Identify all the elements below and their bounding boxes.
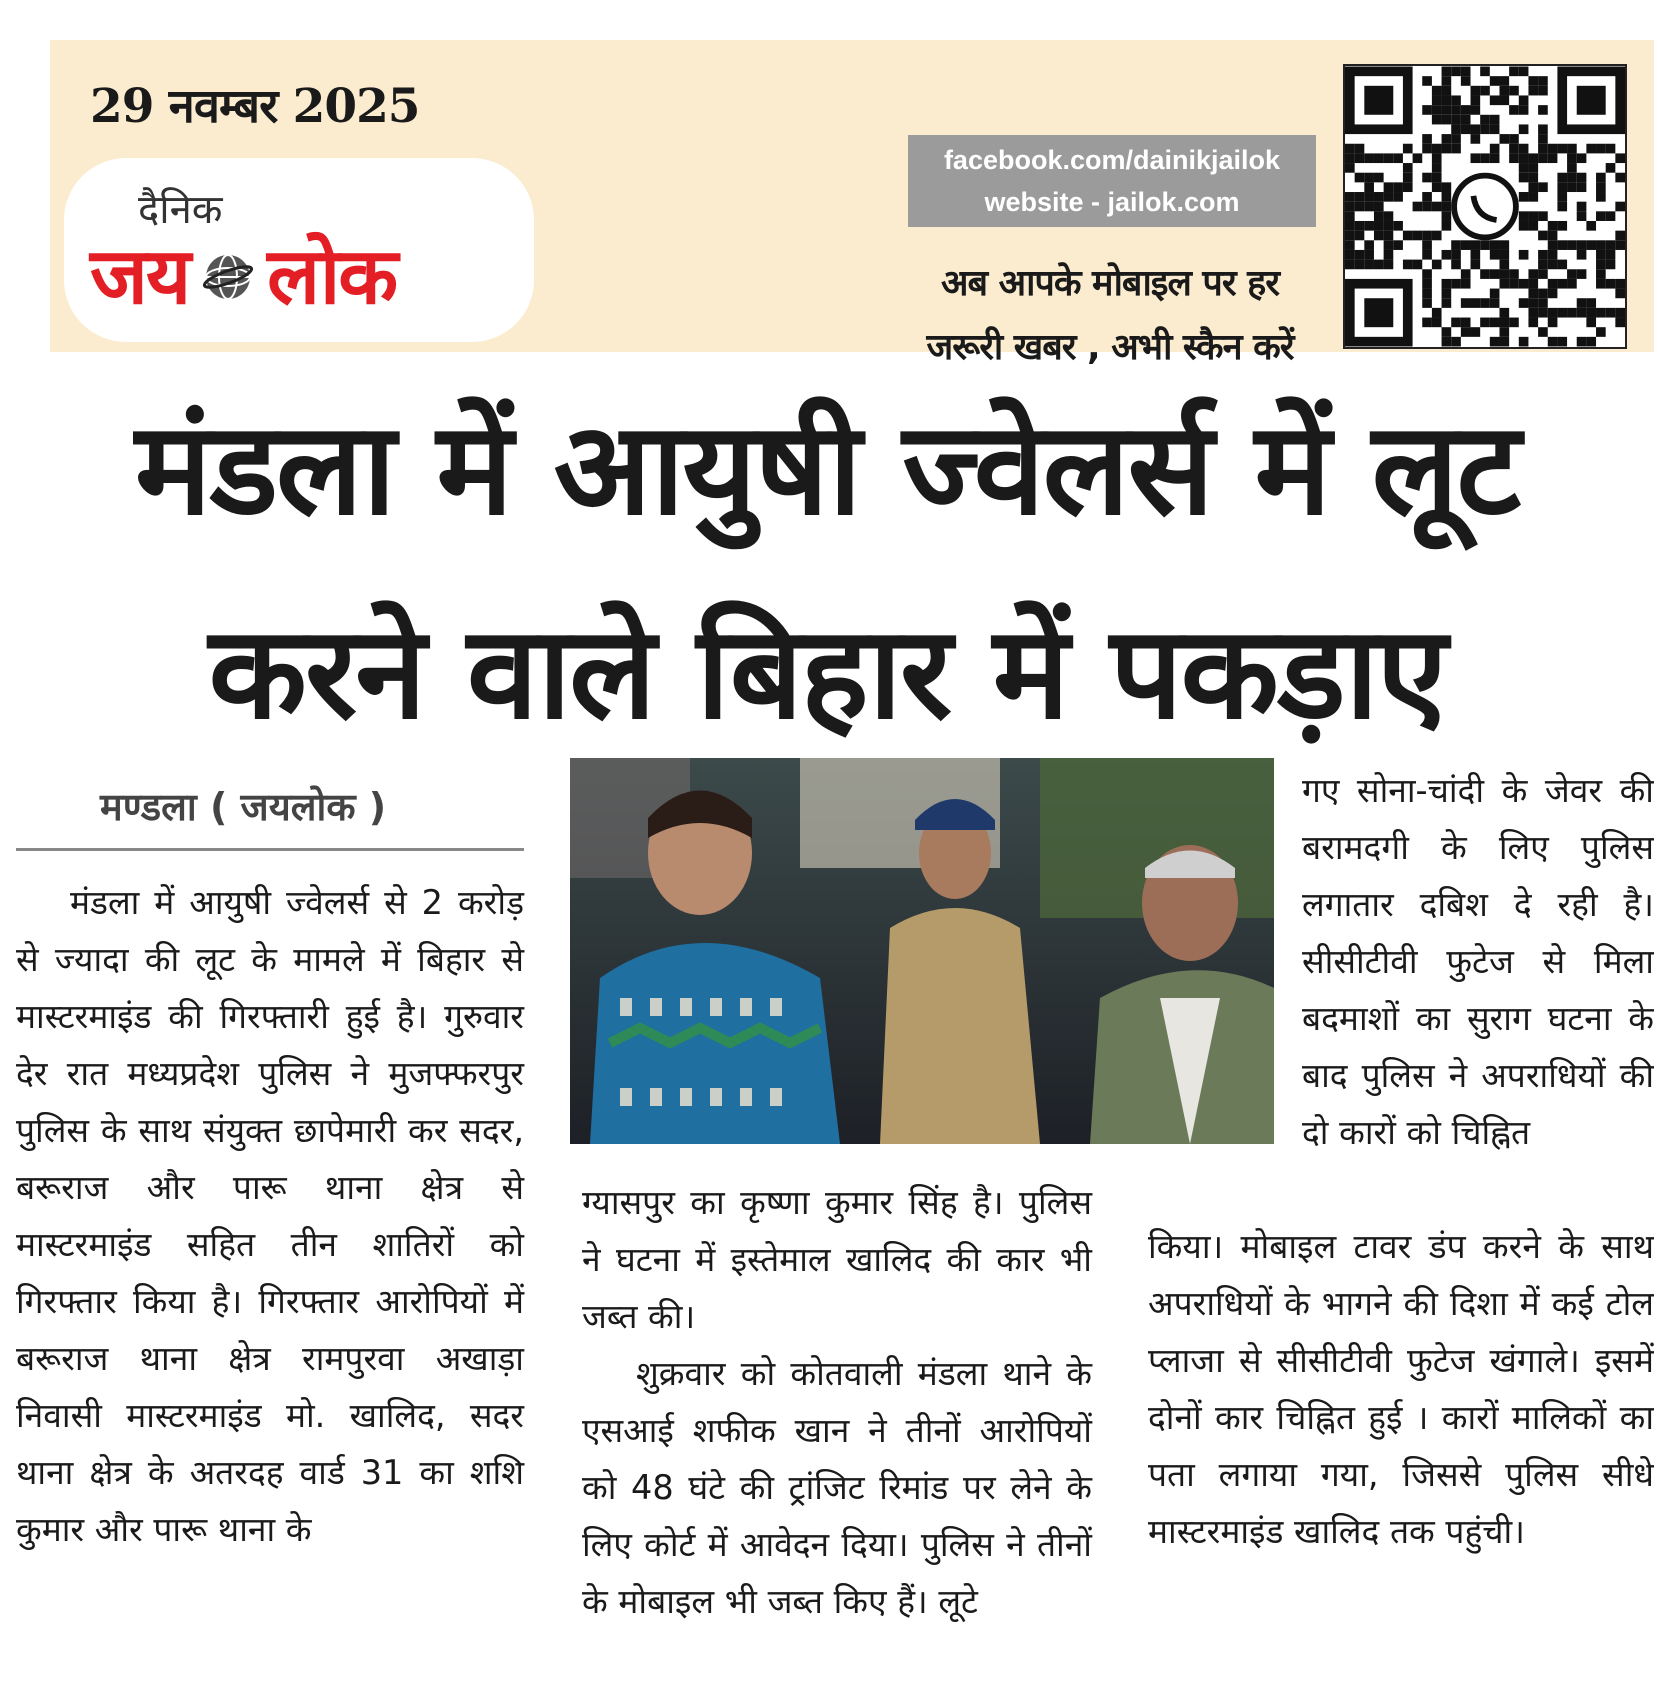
paragraph: शुक्रवार को कोतवाली मंडला थाने के एसआई शफीक खान ने तीनों आरोपियों को 48 घंटे की ट्रांजिट रिमांड पर लेने के लिए कोर्ट में आवेदन दिया। पुलिस ने तीनों के मोबाइल भी जब्त किए हैं। लूटे [582,1354,1092,1621]
social-links [908,135,1316,227]
photo-illustration [570,758,1274,1144]
facebook-link[interactable]: facebook.com/dainikjailok [943,145,1281,175]
article-column-2 [582,1174,1092,1630]
dateline: मण्डला ( जयलोक ) [100,785,387,829]
whatsapp-qr-code[interactable] [1343,64,1627,349]
website-link[interactable]: website - jailok.com [984,187,1240,217]
newspaper-logo [90,232,397,322]
headline-line2: करने वाले बिहार में पकड़ाए [208,599,1446,748]
paragraph: मंडला में आयुषी ज्वेलर्स से 2 करोड़ से ज्यादा की लूट के मामले में बिहार से मास्टरमाइंड की गिरफ्तारी हुई है। गुरुवार देर रात मध्यप्रदेश पुलिस ने मुजफ्फरपुर पुलिस के साथ संयुक्त छापेमारी कर सदर, बरूराज और पारू थाना क्षेत्र से मास्टरमाइंड सहित तीन शातिरों को गिरफ्तार किया है। गिरफ्तार आरोपियों में बरूराज थाना क्षेत्र रामपुरवा अखाड़ा निवासी मास्टरमाइंड मो. खालिद, सदर थाना क्षेत्र के अतरदह वार्ड 31 का शशि कुमार और पारू थाना के [16,883,524,1549]
logo-word-lok: लोक [267,232,397,322]
logo-word-jai: जय [90,232,190,322]
article-column-1 [16,874,524,1558]
whatsapp-icon [1454,176,1516,238]
article-column-3-bottom [1148,1218,1654,1560]
paragraph: गए सोना-चांदी के जेवर की बरामदगी के लिए पुलिस लगातार दबिश दे रही है। सीसीटीवी फुटेज से मिला बदमाशों का सुराग घटना के बाद पुलिस ने अपराधियों की दो कारों को चिह्नित [1302,771,1654,1152]
qr-pattern [1345,66,1625,347]
divider [16,848,524,851]
article-column-3-top [1302,762,1654,1161]
headline [0,368,1654,776]
logo-dainik: दैनिक [138,187,223,233]
scan-prompt-line1: अब आपके मोबाइल पर हर [941,263,1279,304]
scan-prompt-line2: जरूरी खबर , अभी स्कैन करें [926,327,1294,368]
paragraph: ग्यासपुर का कृष्णा कुमार सिंह है। पुलिस ने घटना में इस्तेमाल खालिद की कार भी जब्त की। [582,1183,1092,1336]
headline-line1: मंडला में आयुषी ज्वेलर्स में लूट [134,395,1520,544]
paragraph: किया। मोबाइल टावर डंप करने के साथ अपराधियों के भागने की दिशा में कई टोल प्लाजा से सीसीटीवी फुटेज खंगाले। इसमें दोनों कार चिह्नित हुई । कारों मालिकों का पता लगाया गया, जिससे पुलिस सीधे मास्टरमाइंड खालिद तक पहुंची। [1148,1227,1654,1551]
scan-prompt [880,252,1340,380]
globe-icon [203,252,253,302]
news-photo [570,758,1274,1144]
issue-date: 29 नवम्बर 2025 [90,79,420,134]
